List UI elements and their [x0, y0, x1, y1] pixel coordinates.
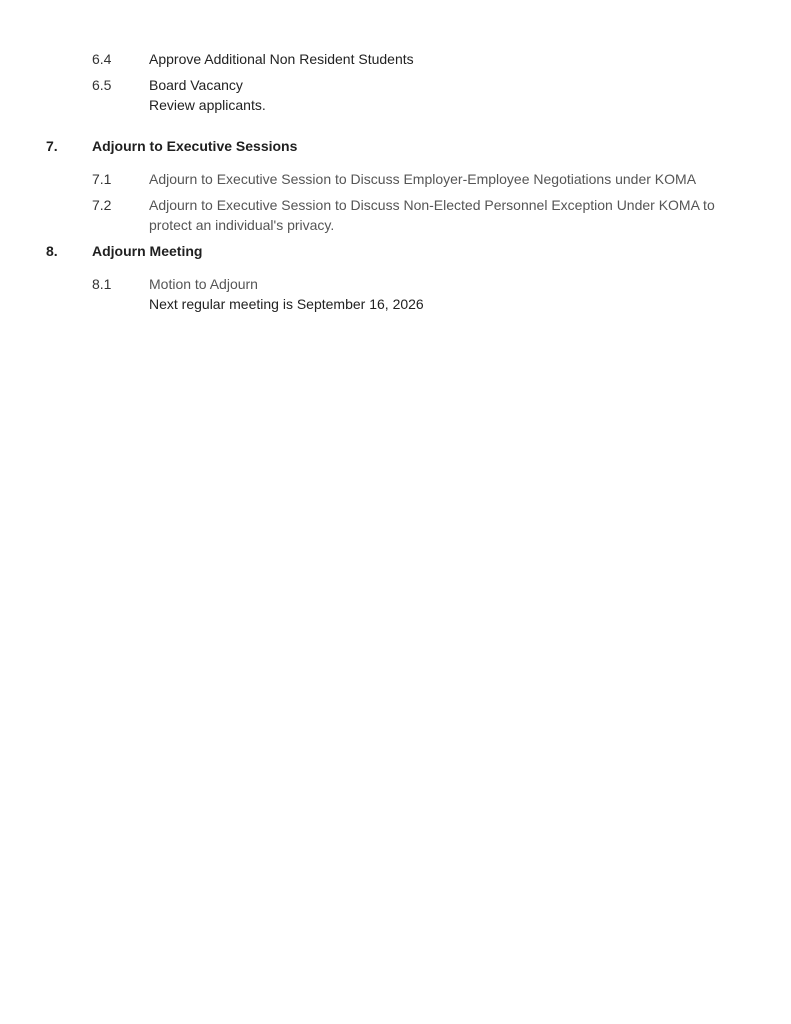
item-note: Review applicants. — [149, 97, 266, 113]
section-title: Adjourn to Executive Sessions — [92, 138, 298, 154]
item-number: 6.4 — [92, 51, 112, 67]
item-body — [149, 274, 749, 314]
item-number: 7.2 — [92, 197, 112, 213]
item-title: Board Vacancy — [149, 77, 243, 93]
item-number: 7.1 — [92, 171, 112, 187]
section-number: 7. — [46, 138, 58, 154]
item-number: 8.1 — [92, 276, 112, 292]
item-body — [149, 75, 749, 115]
item-number: 6.5 — [92, 77, 112, 93]
item-title: Adjourn to Executive Session to Discuss Employer-Employee Negotiations under KOMA — [149, 171, 697, 187]
item-title: Adjourn to Executive Session to Discuss Non-Elected Personnel Exception Under KOMA to protect an individual's privacy. — [149, 197, 715, 233]
item-title: Approve Additional Non Resident Students — [149, 51, 414, 67]
section-title: Adjourn Meeting — [92, 243, 203, 259]
section-number: 8. — [46, 243, 58, 259]
item-note: Next regular meeting is September 16, 2026 — [149, 296, 424, 312]
item-title: Motion to Adjourn — [149, 276, 258, 292]
